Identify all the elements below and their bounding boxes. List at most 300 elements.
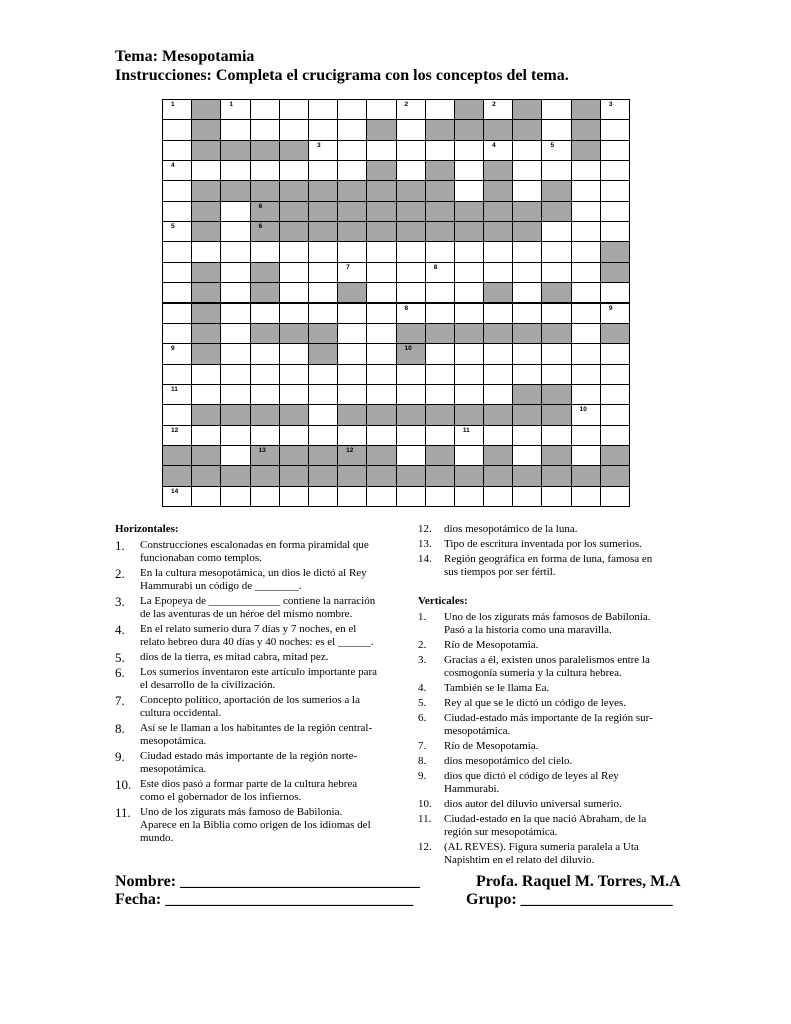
crossword-cell[interactable] [600, 201, 630, 222]
crossword-cell[interactable] [512, 486, 542, 507]
clue-item [115, 666, 380, 692]
crossword-cell[interactable] [220, 282, 250, 303]
crossword-cell[interactable] [512, 282, 542, 303]
crossword-cell[interactable] [425, 282, 455, 303]
crossword-cell[interactable] [571, 425, 601, 446]
crossword-block-cell [454, 99, 484, 120]
crossword-cell[interactable] [396, 364, 426, 385]
clue-text: Construcciones escalonadas en forma piramidal que funcionaban como templos. [140, 539, 369, 564]
crossword-cell[interactable] [162, 486, 192, 507]
crossword-cell[interactable] [220, 201, 250, 222]
crossword-cell[interactable] [162, 119, 192, 140]
crossword-block-cell [337, 201, 367, 222]
clue-number-label: 4. [418, 682, 427, 694]
clue-number-label: 5. [418, 697, 427, 709]
crossword-cell[interactable] [279, 364, 309, 385]
clue-text: Río de Mesopotamia. [444, 639, 539, 651]
crossword-cell[interactable] [396, 425, 426, 446]
crossword-cell[interactable] [308, 425, 338, 446]
crossword-cell[interactable] [541, 241, 571, 262]
crossword-block-cell [191, 262, 221, 283]
crossword-cell[interactable] [512, 364, 542, 385]
crossword-cell[interactable] [571, 404, 601, 425]
crossword-cell[interactable] [454, 303, 484, 324]
crossword-cell[interactable] [162, 262, 192, 283]
crossword-cell[interactable] [571, 384, 601, 405]
crossword-cell[interactable] [396, 160, 426, 181]
crossword-cell[interactable] [220, 486, 250, 507]
crossword-cell[interactable] [600, 425, 630, 446]
crossword-block-cell [571, 465, 601, 486]
crossword-block-cell [483, 221, 513, 242]
crossword-cell[interactable] [162, 303, 192, 324]
crossword-cell[interactable] [454, 343, 484, 364]
crossword-cell[interactable] [279, 425, 309, 446]
crossword-cell[interactable] [483, 140, 513, 161]
crossword-cell[interactable] [512, 160, 542, 181]
crossword-cell[interactable] [250, 425, 280, 446]
crossword-cell[interactable] [571, 201, 601, 222]
crossword-cell[interactable] [571, 160, 601, 181]
clue-number: 9 [608, 304, 613, 312]
crossword-cell[interactable] [220, 303, 250, 324]
crossword-cell[interactable] [571, 343, 601, 364]
crossword-cell[interactable] [337, 119, 367, 140]
crossword-block-cell [512, 404, 542, 425]
crossword-cell[interactable] [396, 140, 426, 161]
crossword-block-cell [425, 465, 455, 486]
crossword-cell[interactable] [425, 364, 455, 385]
crossword-block-cell [512, 465, 542, 486]
crossword-cell[interactable] [162, 160, 192, 181]
crossword-cell[interactable] [600, 99, 630, 120]
crossword-cell[interactable] [366, 364, 396, 385]
crossword-cell[interactable] [279, 241, 309, 262]
crossword-cell[interactable] [600, 221, 630, 242]
crossword-cell[interactable] [162, 180, 192, 201]
clue-number-label: 7. [115, 693, 125, 708]
crossword-cell[interactable] [220, 241, 250, 262]
crossword-cell[interactable] [366, 303, 396, 324]
crossword-block-cell [279, 180, 309, 201]
crossword-cell[interactable] [483, 425, 513, 446]
crossword-cell[interactable] [220, 262, 250, 283]
crossword-cell[interactable] [308, 99, 338, 120]
worksheet-instructions: Instrucciones: Completa el crucigrama con los conceptos del tema. [115, 67, 569, 84]
crossword-cell[interactable] [337, 323, 367, 344]
clue-number: 2 [492, 101, 496, 108]
crossword-cell[interactable] [541, 303, 571, 324]
crossword-cell[interactable] [512, 445, 542, 466]
crossword-cell[interactable] [337, 99, 367, 120]
crossword-cell[interactable] [250, 343, 280, 364]
clue-text: Este dios pasó a formar parte de la cultura hebrea como el gobernador de los infiernos. [140, 778, 358, 803]
crossword-cell[interactable] [541, 99, 571, 120]
clue-item [418, 841, 668, 867]
crossword-cell[interactable] [308, 160, 338, 181]
crossword-cell[interactable] [337, 241, 367, 262]
crossword-block-cell [337, 282, 367, 303]
crossword-block-cell [483, 160, 513, 181]
crossword-cell[interactable] [483, 486, 513, 507]
crossword-cell[interactable] [483, 241, 513, 262]
clue-text: En el relato sumerio dura 7 días y 7 noches, en el relato hebreo dura 40 días y 40 noches: es el ______. [140, 623, 374, 648]
crossword-cell[interactable] [541, 486, 571, 507]
crossword-cell[interactable] [308, 119, 338, 140]
clue-item [115, 567, 380, 593]
crossword-cell[interactable] [512, 241, 542, 262]
crossword-cell[interactable] [162, 323, 192, 344]
crossword-block-cell [308, 445, 338, 466]
crossword-cell[interactable] [279, 262, 309, 283]
crossword-cell[interactable] [337, 262, 367, 283]
crossword-cell[interactable] [512, 425, 542, 446]
crossword-cell[interactable] [454, 140, 484, 161]
crossword-cell[interactable] [541, 119, 571, 140]
crossword-cell[interactable] [162, 404, 192, 425]
crossword-cell[interactable] [541, 221, 571, 242]
crossword-cell[interactable] [220, 384, 250, 405]
crossword-cell[interactable] [191, 364, 221, 385]
crossword-cell[interactable] [366, 99, 396, 120]
crossword-block-cell [308, 323, 338, 344]
crossword-cell[interactable] [483, 364, 513, 385]
clue-number: 4 [171, 162, 175, 170]
crossword-cell[interactable] [541, 140, 571, 161]
clue-item [418, 712, 668, 738]
crossword-cell[interactable] [279, 303, 309, 324]
clue-number-label: 6. [115, 665, 125, 680]
clue-number-label: 1. [115, 538, 125, 553]
crossword-block-cell [191, 221, 221, 242]
crossword-cell[interactable] [191, 160, 221, 181]
crossword-cell[interactable] [571, 262, 601, 283]
crossword-cell[interactable] [337, 364, 367, 385]
crossword-block-cell [571, 140, 601, 161]
clue-number-label: 10. [115, 777, 132, 792]
clue-text: Ciudad-estado en la que nació Abraham, de la región sur mesopotámica. [444, 813, 647, 838]
crossword-cell[interactable] [483, 343, 513, 364]
crossword-cell[interactable] [308, 262, 338, 283]
crossword-cell[interactable] [541, 262, 571, 283]
clue-text: Río de Mesopotamia. [444, 740, 539, 752]
crossword-cell[interactable] [250, 303, 280, 324]
crossword-block-cell [308, 201, 338, 222]
clue-item [115, 722, 380, 748]
crossword-block-cell [483, 445, 513, 466]
clue-number: 1 [229, 101, 233, 108]
crossword-cell[interactable] [396, 99, 426, 120]
crossword-cell[interactable] [425, 343, 455, 364]
crossword-cell[interactable] [279, 282, 309, 303]
crossword-cell[interactable] [308, 140, 338, 161]
crossword-cell[interactable] [454, 445, 484, 466]
crossword-cell[interactable] [396, 282, 426, 303]
crossword-cell[interactable] [279, 119, 309, 140]
crossword-cell[interactable] [308, 241, 338, 262]
crossword-cell[interactable] [396, 241, 426, 262]
crossword-cell[interactable] [162, 425, 192, 446]
crossword-cell[interactable] [600, 343, 630, 364]
crossword-cell[interactable] [220, 99, 250, 120]
crossword-cell[interactable] [337, 384, 367, 405]
crossword-cell[interactable] [512, 262, 542, 283]
crossword-cell[interactable] [541, 343, 571, 364]
crossword-cell[interactable] [366, 323, 396, 344]
crossword-block-cell [250, 140, 280, 161]
crossword-cell[interactable] [279, 160, 309, 181]
crossword-block-cell [425, 445, 455, 466]
crossword-cell[interactable] [250, 241, 280, 262]
crossword-block-cell [483, 180, 513, 201]
crossword-cell[interactable] [162, 99, 192, 120]
crossword-block-cell [425, 119, 455, 140]
crossword-block-cell [250, 282, 280, 303]
crossword-cell[interactable] [454, 282, 484, 303]
crossword-cell[interactable] [600, 303, 630, 324]
crossword-cell[interactable] [600, 364, 630, 385]
crossword-cell[interactable] [220, 119, 250, 140]
crossword-cell[interactable] [366, 486, 396, 507]
crossword-cell[interactable] [600, 180, 630, 201]
crossword-cell[interactable] [162, 384, 192, 405]
clue-text: Así se le llaman a los habitantes de la región central-mesopotámica. [140, 722, 373, 747]
crossword-cell[interactable] [454, 364, 484, 385]
crossword-cell[interactable] [308, 303, 338, 324]
crossword-block-cell [396, 201, 426, 222]
crossword-block-cell [512, 99, 542, 120]
crossword-cell[interactable] [308, 282, 338, 303]
crossword-cell[interactable] [483, 262, 513, 283]
crossword-block-cell [600, 445, 630, 466]
crossword-cell[interactable] [425, 303, 455, 324]
crossword-cell[interactable] [512, 303, 542, 324]
crossword-block-cell [366, 465, 396, 486]
crossword-cell[interactable] [191, 486, 221, 507]
crossword-block-cell [425, 404, 455, 425]
crossword-cell[interactable] [220, 425, 250, 446]
crossword-cell[interactable] [483, 384, 513, 405]
crossword-cell[interactable] [337, 343, 367, 364]
crossword-cell[interactable] [162, 282, 192, 303]
crossword-cell[interactable] [250, 99, 280, 120]
clue-number-label: 5. [115, 650, 125, 665]
crossword-cell[interactable] [454, 180, 484, 201]
crossword-cell[interactable] [396, 486, 426, 507]
crossword-block-cell [600, 465, 630, 486]
crossword-cell[interactable] [396, 303, 426, 324]
crossword-cell[interactable] [425, 99, 455, 120]
crossword-block-cell [191, 140, 221, 161]
clue-number-label: 11. [115, 805, 131, 820]
crossword-cell[interactable] [571, 180, 601, 201]
clue-number-label: 3. [418, 654, 427, 666]
clue-number-label: 2. [418, 639, 427, 651]
crossword-cell[interactable] [366, 262, 396, 283]
crossword-cell[interactable] [425, 425, 455, 446]
crossword-block-cell [191, 404, 221, 425]
crossword-cell[interactable] [600, 140, 630, 161]
clue-item [115, 651, 380, 664]
crossword-cell[interactable] [600, 404, 630, 425]
crossword-cell[interactable] [396, 445, 426, 466]
crossword-cell[interactable] [279, 343, 309, 364]
crossword-cell[interactable] [366, 282, 396, 303]
crossword-cell[interactable] [454, 384, 484, 405]
crossword-cell[interactable] [337, 160, 367, 181]
clue-number-label: 10. [418, 798, 432, 810]
crossword-cell[interactable] [250, 486, 280, 507]
crossword-cell[interactable] [425, 262, 455, 283]
crossword-cell[interactable] [600, 384, 630, 405]
crossword-cell[interactable] [220, 323, 250, 344]
crossword-cell[interactable] [541, 364, 571, 385]
crossword-cell[interactable] [308, 384, 338, 405]
crossword-block-cell [191, 303, 221, 324]
crossword-cell[interactable] [600, 119, 630, 140]
crossword-cell[interactable] [366, 343, 396, 364]
crossword-cell[interactable] [162, 140, 192, 161]
crossword-cell[interactable] [250, 384, 280, 405]
crossword-cell[interactable] [366, 425, 396, 446]
crossword-block-cell [512, 323, 542, 344]
crossword-cell[interactable] [191, 241, 221, 262]
crossword-cell[interactable] [337, 140, 367, 161]
crossword-block-cell [191, 119, 221, 140]
clue-number: 13 [258, 446, 266, 454]
crossword-block-cell [191, 201, 221, 222]
crossword-block-cell [191, 323, 221, 344]
crossword-cell[interactable] [396, 384, 426, 405]
clue-text: (AL REVES). Figura sumeria paralela a Uta Napishtim en el relato del diluvio. [444, 841, 639, 866]
crossword-cell[interactable] [308, 404, 338, 425]
clue-text: Concepto político, aportación de los sumerios a la cultura occidental. [140, 694, 360, 719]
clue-number: 1 [171, 101, 175, 108]
crossword-cell[interactable] [483, 303, 513, 324]
crossword-cell[interactable] [541, 160, 571, 181]
crossword-cell[interactable] [396, 119, 426, 140]
crossword-block-cell [396, 465, 426, 486]
crossword-cell[interactable] [308, 364, 338, 385]
crossword-cell[interactable] [425, 140, 455, 161]
crossword-block-cell [279, 323, 309, 344]
clue-number-label: 14. [418, 553, 432, 565]
crossword-cell[interactable] [162, 343, 192, 364]
clue-item [115, 595, 380, 621]
crossword-cell[interactable] [454, 241, 484, 262]
crossword-cell[interactable] [600, 486, 630, 507]
crossword-cell[interactable] [512, 180, 542, 201]
horizontal-heading: Horizontales: [115, 523, 179, 535]
crossword-cell[interactable] [162, 364, 192, 385]
crossword-cell[interactable] [220, 343, 250, 364]
crossword-cell[interactable] [571, 241, 601, 262]
crossword-cell[interactable] [279, 99, 309, 120]
crossword-cell[interactable] [454, 486, 484, 507]
crossword-cell[interactable] [512, 343, 542, 364]
crossword-cell[interactable] [571, 282, 601, 303]
crossword-cell[interactable] [366, 140, 396, 161]
crossword-block-cell [483, 119, 513, 140]
crossword-cell[interactable] [454, 160, 484, 181]
crossword-cell[interactable] [162, 241, 192, 262]
crossword-block-cell [250, 201, 280, 222]
crossword-cell[interactable] [425, 486, 455, 507]
clue-number: 8 [404, 304, 409, 312]
crossword-block-cell [483, 465, 513, 486]
crossword-block-cell [191, 99, 221, 120]
crossword-block-cell [191, 445, 221, 466]
crossword-cell[interactable] [337, 486, 367, 507]
crossword-cell[interactable] [337, 303, 367, 324]
crossword-cell[interactable] [541, 425, 571, 446]
crossword-block-cell [541, 465, 571, 486]
clue-item [115, 539, 380, 565]
crossword-cell[interactable] [600, 282, 630, 303]
crossword-cell[interactable] [337, 425, 367, 446]
crossword-cell[interactable] [220, 445, 250, 466]
crossword-cell[interactable] [571, 303, 601, 324]
worksheet-title: Tema: Mesopotamia [115, 48, 255, 65]
crossword-cell[interactable] [250, 160, 280, 181]
crossword-cell[interactable] [425, 384, 455, 405]
crossword-cell[interactable] [366, 241, 396, 262]
clue-text: dios autor del diluvio universal sumerio. [444, 798, 622, 810]
crossword-cell[interactable] [454, 425, 484, 446]
crossword-cell[interactable] [454, 262, 484, 283]
clue-item [418, 553, 668, 579]
crossword-cell[interactable] [250, 119, 280, 140]
crossword-block-cell [512, 384, 542, 405]
crossword-cell[interactable] [220, 364, 250, 385]
clue-item [115, 806, 380, 845]
crossword-block-cell [425, 180, 455, 201]
crossword-cell[interactable] [191, 384, 221, 405]
clue-text: Uno de los zigurats más famoso de Babilonia. Aparece en la Biblia como origen de los idiomas del mundo. [140, 806, 371, 844]
crossword-cell[interactable] [162, 221, 192, 242]
crossword-cell[interactable] [366, 384, 396, 405]
crossword-cell[interactable] [571, 323, 601, 344]
crossword-cell[interactable] [571, 221, 601, 242]
crossword-cell[interactable] [483, 99, 513, 120]
crossword-cell[interactable] [512, 140, 542, 161]
crossword-cell[interactable] [250, 364, 280, 385]
crossword-cell[interactable] [396, 262, 426, 283]
crossword-cell[interactable] [308, 486, 338, 507]
clue-number-label: 8. [418, 755, 427, 767]
clue-number-label: 1. [418, 611, 427, 623]
crossword-block-cell [279, 445, 309, 466]
crossword-block-cell [600, 262, 630, 283]
crossword-cell[interactable] [600, 160, 630, 181]
crossword-cell[interactable] [162, 201, 192, 222]
crossword-cell[interactable] [220, 160, 250, 181]
crossword-block-cell [308, 221, 338, 242]
crossword-cell[interactable] [571, 445, 601, 466]
crossword-cell[interactable] [279, 384, 309, 405]
crossword-cell[interactable] [279, 486, 309, 507]
clue-number-label: 13. [418, 538, 432, 550]
crossword-cell[interactable] [571, 486, 601, 507]
crossword-cell[interactable] [571, 364, 601, 385]
crossword-block-cell [396, 180, 426, 201]
crossword-block-cell [425, 221, 455, 242]
crossword-cell[interactable] [220, 221, 250, 242]
crossword-cell[interactable] [425, 241, 455, 262]
clue-number: 14 [171, 487, 179, 495]
crossword-block-cell [541, 404, 571, 425]
crossword-cell[interactable] [191, 425, 221, 446]
